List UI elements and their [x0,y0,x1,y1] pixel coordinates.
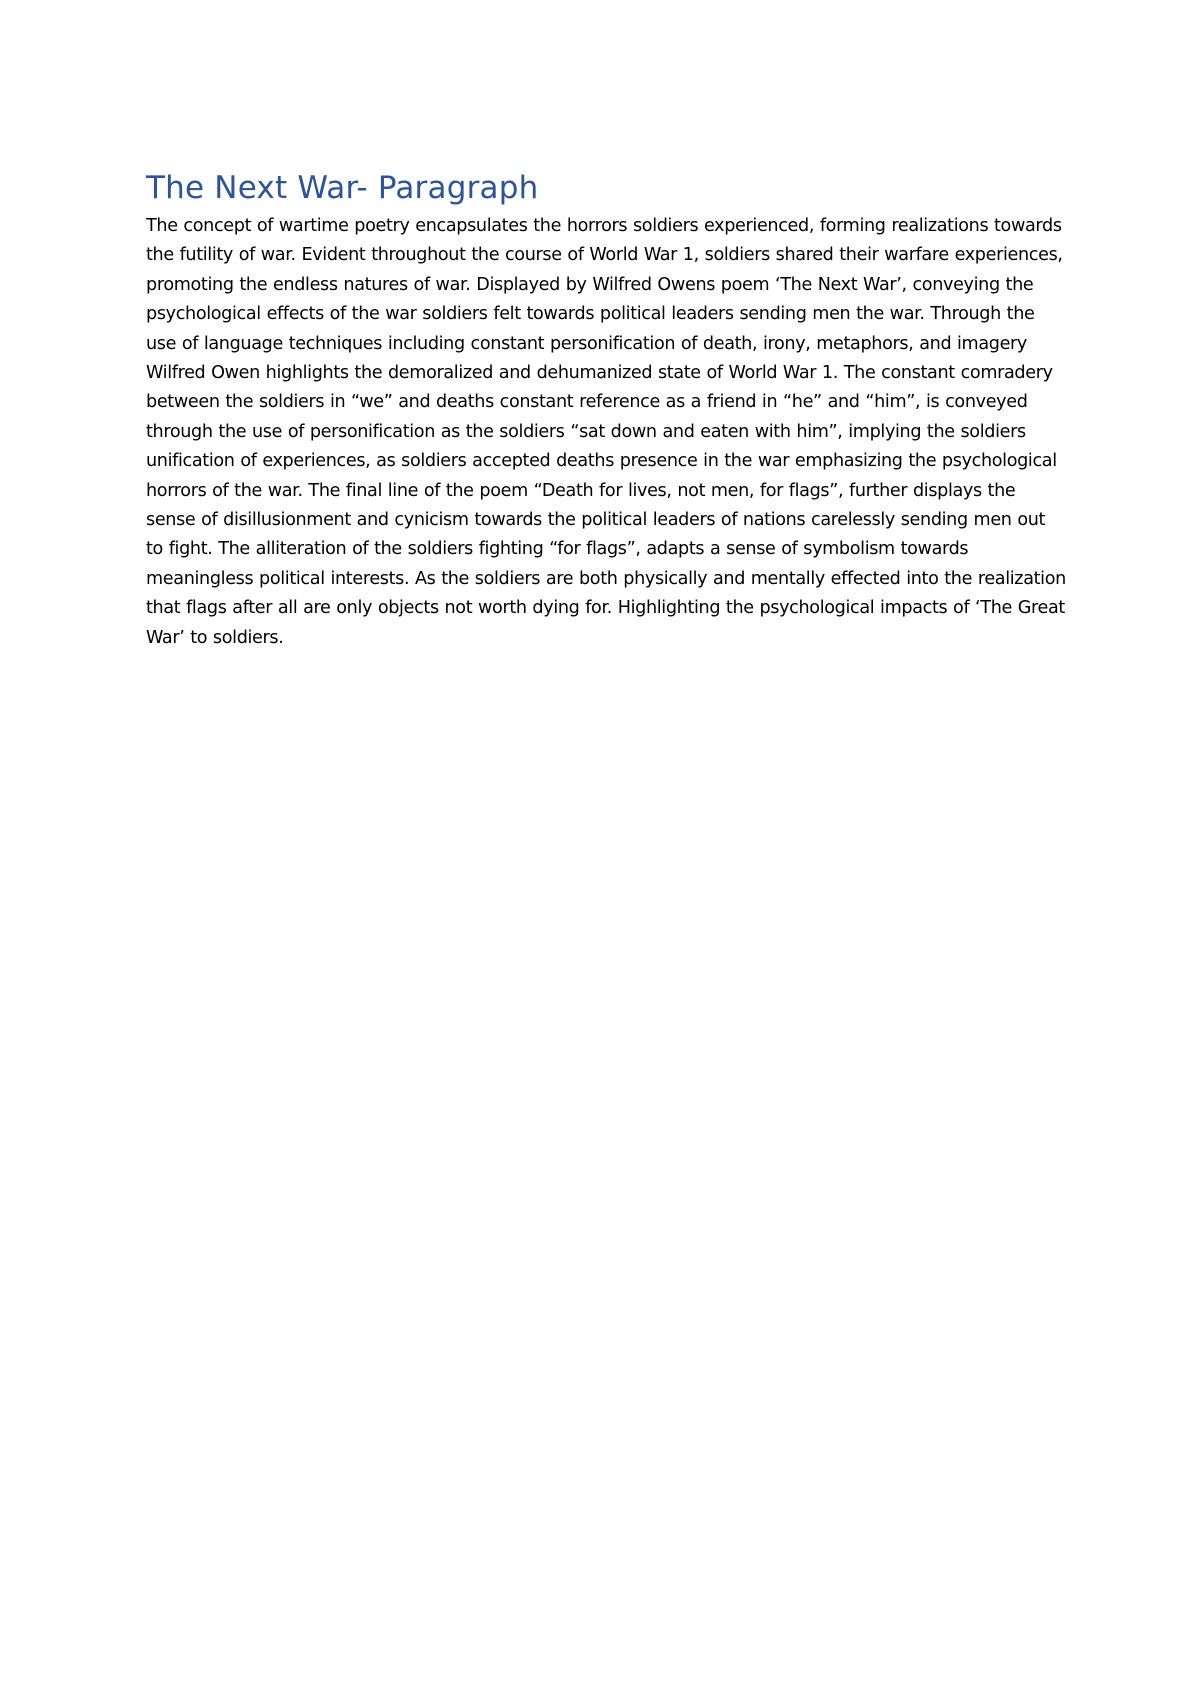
document-paragraph: The concept of wartime poetry encapsulates the horrors soldiers experienced, forming realizations towards the futility of war. Evident throughout the course of World War 1, soldiers shared their warfare experiences, promoting the endless natures of war. Displayed by Wilfred Owens poem ‘The Next War’, conveying the psychological effects of the war soldiers felt towards political leaders sending men the war. Through the use of language techniques including constant personification of death, irony, metaphors, and imagery Wilfred Owen highlights the demoralized and dehumanized state of World War 1. The constant comradery between the soldiers in “we” and deaths constant reference as a friend in “he” and “him”, is conveyed through the use of personification as the soldiers “sat down and eaten with him”, implying the soldiers unification of experiences, as soldiers accepted deaths presence in the war emphasizing the psychological horrors of the war. The final line of the poem “Death for lives, not men, for flags”, further displays the sense of disillusionment and cynicism towards the political leaders of nations carelessly sending men out to fight. The alliteration of the soldiers fighting “for flags”, adapts a sense of symbolism towards meaningless political interests. As the soldiers are both physically and mentally effected into the realization that flags after all are only objects not worth dying for. Highlighting the psychological impacts of ‘The Great War’ to soldiers. [146,216,1066,648]
document-content [146,166,1066,653]
document-title: The Next War- Paragraph [146,170,539,206]
